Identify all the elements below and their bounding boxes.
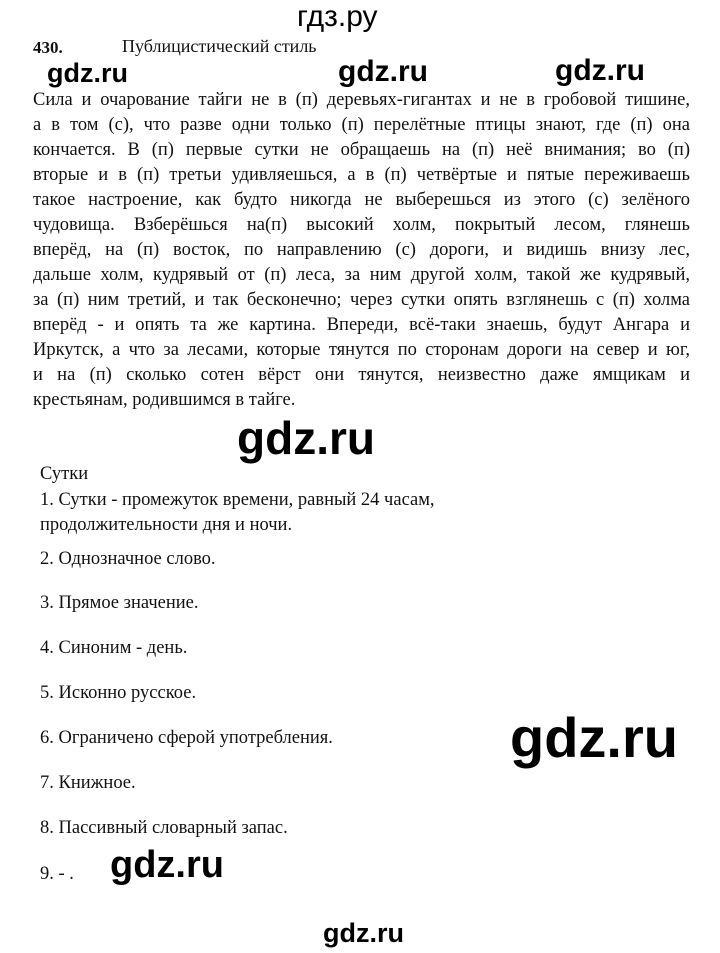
- exercise-title: Публицистический стиль: [122, 36, 317, 56]
- analysis-item: 7. Книжное.: [40, 773, 136, 793]
- analysis-item: 1. Сутки - промежуток времени, равный 24 часам,: [40, 490, 435, 510]
- text-line: а в том (с), что разве одни только (п) перелётные птицы знают, где (п) она: [33, 115, 690, 135]
- analysis-item: 9. - .: [40, 864, 74, 884]
- text-line: крестьянам, родившимся в тайге.: [33, 390, 296, 410]
- header-watermark: гдз.ру: [297, 0, 378, 33]
- text-line: кончается. В (п) первые сутки не обращаешь на (п) неё внимания; во (п): [33, 140, 690, 160]
- text-line: за (п) ним третий, и так бесконечно; через сутки опять взглянешь с (п) холма: [33, 290, 690, 310]
- analyzed-word: Сутки: [40, 464, 89, 484]
- analysis-item: 8. Пассивный словарный запас.: [40, 818, 288, 838]
- exercise-number: 430.: [33, 38, 63, 57]
- text-line: Иркутск, а что за лесами, которые тянутся по сторонам дороги на север и юг,: [33, 340, 690, 360]
- analysis-item: продолжительности дня и ночи.: [40, 515, 293, 535]
- text-line: вторые и в (п) третьи удивляешься, а в (п) четвёртые и пятые переживаешь: [33, 165, 690, 185]
- watermark: gdz.ru: [510, 706, 678, 769]
- analysis-item: 6. Ограничено сферой употребления.: [40, 728, 333, 748]
- text-line: Сила и очарование тайги не в (п) деревьях-гигантах и не в гробовой тишине,: [33, 90, 690, 110]
- watermark: gdz.ru: [47, 58, 128, 88]
- analysis-item: 4. Синоним - день.: [40, 638, 188, 658]
- watermark: gdz.ru: [338, 55, 428, 88]
- text-line: такое настроение, как будто никогда не выберешься из этого (с) зелёного: [33, 190, 690, 210]
- analysis-item: 5. Исконно русское.: [40, 683, 197, 703]
- text-line: дальше холм, кудрявый от (п) леса, за ним другой холм, такой же кудрявый,: [33, 265, 690, 285]
- watermark: gdz.ru: [323, 918, 404, 948]
- watermark: gdz.ru: [555, 54, 645, 87]
- analysis-item: 3. Прямое значение.: [40, 593, 199, 613]
- watermark: gdz.ru: [237, 412, 375, 464]
- exercise-text: [33, 88, 690, 413]
- text-line: вперёд, на (п) восток, по направлению (с) дороги, и видишь внизу лес,: [33, 240, 690, 260]
- analysis-item: 2. Однозначное слово.: [40, 549, 216, 569]
- text-line: вперёд - и опять та же картина. Впереди, всё-таки знаешь, будут Ангара и: [33, 315, 690, 335]
- text-line: чудовища. Взберёшься на(п) высокий холм, покрытый лесом, глянешь: [33, 215, 690, 235]
- text-line: и на (п) сколько сотен вёрст они тянутся, неизвестно даже ямщикам и: [33, 365, 690, 385]
- watermark: gdz.ru: [110, 844, 224, 886]
